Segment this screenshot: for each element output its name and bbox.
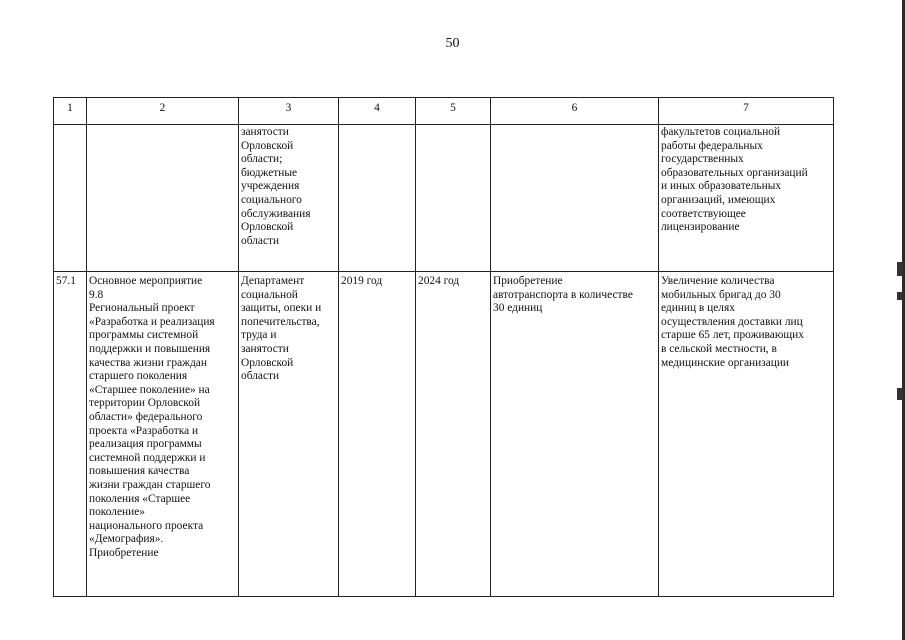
- row-number-cell: [54, 125, 87, 272]
- activity-name-cell: [87, 125, 239, 272]
- table-row: [54, 272, 834, 597]
- scan-mark: [897, 262, 903, 276]
- start-year-cell: [339, 125, 416, 272]
- expected-result-cell: [491, 125, 659, 272]
- page-number: 50: [445, 36, 460, 51]
- indicator-cell: факультетов социальной работы федеральных государственных образовательных организаций и иных образовательных организаций, имеющих соответствующее лицензирование: [659, 125, 834, 272]
- header-cell-3: 3: [239, 98, 339, 125]
- header-cell-7: 7: [659, 98, 834, 125]
- document-table: [53, 97, 834, 597]
- header-cell-6: 6: [491, 98, 659, 125]
- scan-mark: [897, 292, 903, 300]
- table-header-row: [54, 98, 834, 125]
- row-number-cell: 57.1: [54, 272, 87, 597]
- executor-cell: занятости Орловской области; бюджетные учреждения социального обслуживания Орловской области: [239, 125, 339, 272]
- end-year-cell: [416, 125, 491, 272]
- activity-name-cell: Основное мероприятие 9.8 Региональный проект «Разработка и реализация программы системной поддержки и повышения качества жизни граждан старшего поколения «Старшее поколение» на территории Орловской области» федерального проекта «Разработка и реализация программы системной поддержки и повышения качества жизни граждан старшего поколения «Старшее поколение» национального проекта «Демография». Приобретение: [87, 272, 239, 597]
- start-year-cell: 2019 год: [339, 272, 416, 597]
- header-cell-5: 5: [416, 98, 491, 125]
- scan-mark: [897, 388, 903, 400]
- header-cell-1: 1: [54, 98, 87, 125]
- end-year-cell: 2024 год: [416, 272, 491, 597]
- expected-result-cell: Приобретение автотранспорта в количестве 30 единиц: [491, 272, 659, 597]
- executor-cell: Департамент социальной защиты, опеки и попечительства, труда и занятости Орловской области: [239, 272, 339, 597]
- indicator-cell: Увеличение количества мобильных бригад до 30 единиц в целях осуществления доставки лиц старше 65 лет, проживающих в сельской местности, в медицинские организации: [659, 272, 834, 597]
- table-row: [54, 125, 834, 272]
- header-cell-2: 2: [87, 98, 239, 125]
- header-cell-4: 4: [339, 98, 416, 125]
